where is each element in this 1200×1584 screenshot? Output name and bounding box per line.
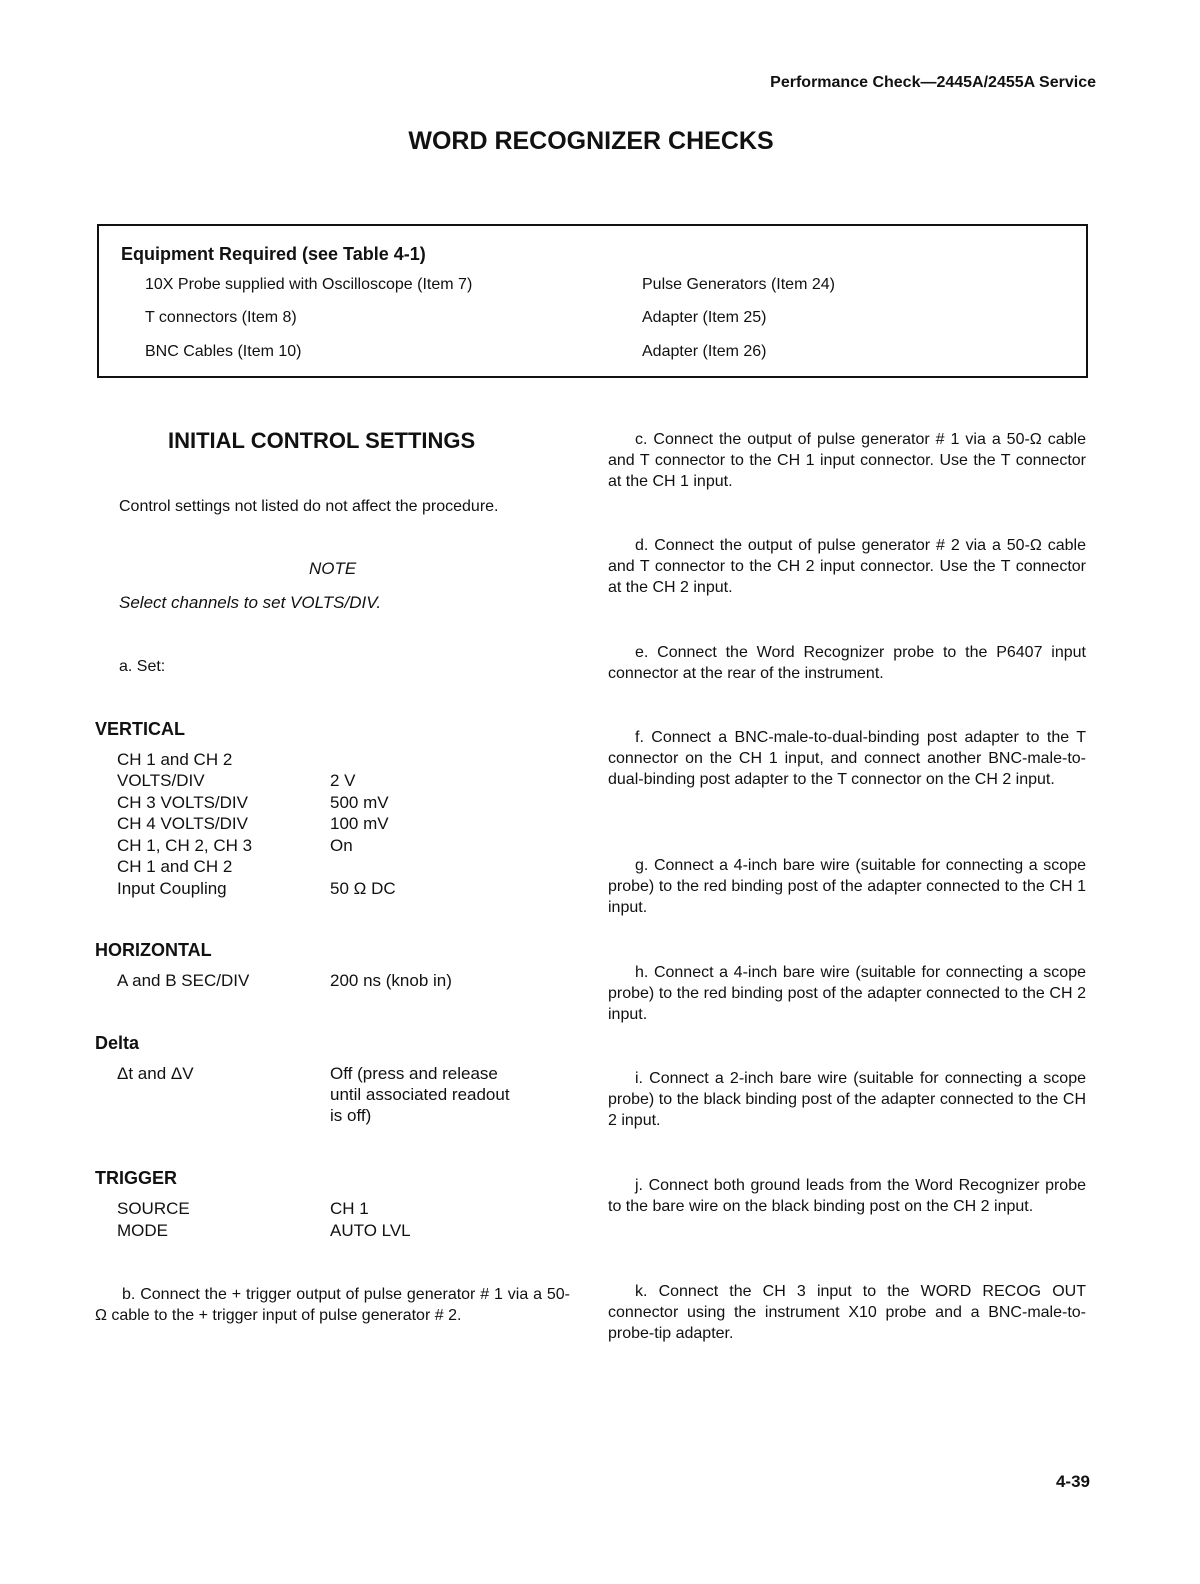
setting-label: CH 1, CH 2, CH 3	[117, 836, 253, 855]
step-c: c. Connect the output of pulse generator # 1 via a 50-Ω cable and T connector to the CH 1 input connector. Use the T connector at the CH 1 input.	[608, 431, 1086, 490]
running-head: Performance Check—2445A/2455A Service	[770, 74, 1096, 91]
step-b: b. Connect the + trigger output of pulse generator # 1 via a 50-Ω cable to the + trigger input of pulse generator # 2.	[95, 1286, 570, 1324]
setting-label: Δt and ΔV	[117, 1064, 194, 1083]
step-a: a. Set:	[119, 658, 166, 675]
equipment-item: BNC Cables (Item 10)	[145, 343, 302, 360]
delta-heading: Delta	[95, 1033, 140, 1053]
setting-value: 2 V	[330, 771, 356, 790]
vertical-heading: VERTICAL	[95, 719, 185, 739]
step-j: j. Connect both ground leads from the Word Recognizer probe to the bare wire on the black binding post on the CH 2 input.	[608, 1177, 1086, 1215]
equipment-item: Pulse Generators (Item 24)	[642, 276, 835, 293]
setting-label: CH 4 VOLTS/DIV	[117, 814, 248, 833]
setting-value: until associated readout	[330, 1085, 510, 1104]
setting-value: 200 ns (knob in)	[330, 971, 452, 990]
horizontal-heading: HORIZONTAL	[95, 940, 212, 960]
setting-label: CH 1 and CH 2	[117, 857, 233, 876]
setting-label: MODE	[117, 1221, 168, 1240]
setting-value: CH 1	[330, 1199, 369, 1218]
setting-label: SOURCE	[117, 1199, 190, 1218]
page-number: 4-39	[1055, 1472, 1090, 1491]
step-i: i. Connect a 2-inch bare wire (suitable for connecting a scope probe) to the black binding post of the adapter connected to the CH 2 input.	[608, 1070, 1086, 1129]
step-g: g. Connect a 4-inch bare wire (suitable for connecting a scope probe) to the red binding post of the adapter connected to the CH 1 input.	[608, 857, 1086, 916]
equipment-item: T connectors (Item 8)	[145, 309, 297, 326]
equipment-heading: Equipment Required (see Table 4-1)	[121, 244, 426, 264]
intro-text: Control settings not listed do not affect the procedure.	[119, 498, 499, 515]
note-text: Select channels to set VOLTS/DIV.	[119, 593, 382, 612]
setting-label: VOLTS/DIV	[117, 771, 205, 790]
setting-value: On	[330, 836, 353, 855]
setting-value: AUTO LVL	[330, 1221, 411, 1240]
setting-value: 100 mV	[330, 814, 389, 833]
step-d: d. Connect the output of pulse generator # 2 via a 50-Ω cable and T connector to the CH 2 input connector. Use the T connector at the CH 2 input.	[608, 537, 1086, 596]
section-title: INITIAL CONTROL SETTINGS	[168, 428, 476, 453]
step-f: f. Connect a BNC-male-to-dual-binding post adapter to the T connector on the CH 1 input, and connect another BNC-male-to-dual-binding post adapter to the T connector on the CH 2 input.	[608, 729, 1086, 788]
setting-label: A and B SEC/DIV	[117, 971, 250, 990]
trigger-heading: TRIGGER	[95, 1168, 178, 1188]
equipment-required-box	[97, 224, 1088, 378]
equipment-item: Adapter (Item 26)	[642, 343, 767, 360]
step-h: h. Connect a 4-inch bare wire (suitable for connecting a scope probe) to the red binding post of the adapter connected to the CH 2 input.	[608, 964, 1086, 1023]
setting-label: Input Coupling	[117, 879, 227, 898]
step-k: k. Connect the CH 3 input to the WORD RECOG OUT connector using the instrument X10 probe and a BNC-male-to-probe-tip adapter.	[608, 1283, 1086, 1342]
setting-value: 50 Ω DC	[330, 879, 396, 898]
equipment-item: Adapter (Item 25)	[642, 309, 767, 326]
equipment-item: 10X Probe supplied with Oscilloscope (Item 7)	[145, 276, 473, 293]
note-label: NOTE	[309, 559, 357, 578]
setting-label: CH 1 and CH 2	[117, 750, 233, 769]
setting-value: is off)	[330, 1106, 372, 1125]
page-title: WORD RECOGNIZER CHECKS	[408, 127, 774, 155]
setting-value: Off (press and release	[330, 1064, 498, 1083]
setting-label: CH 3 VOLTS/DIV	[117, 793, 248, 812]
step-e: e. Connect the Word Recognizer probe to the P6407 input connector at the rear of the instrument.	[608, 644, 1086, 682]
setting-value: 500 mV	[330, 793, 389, 812]
